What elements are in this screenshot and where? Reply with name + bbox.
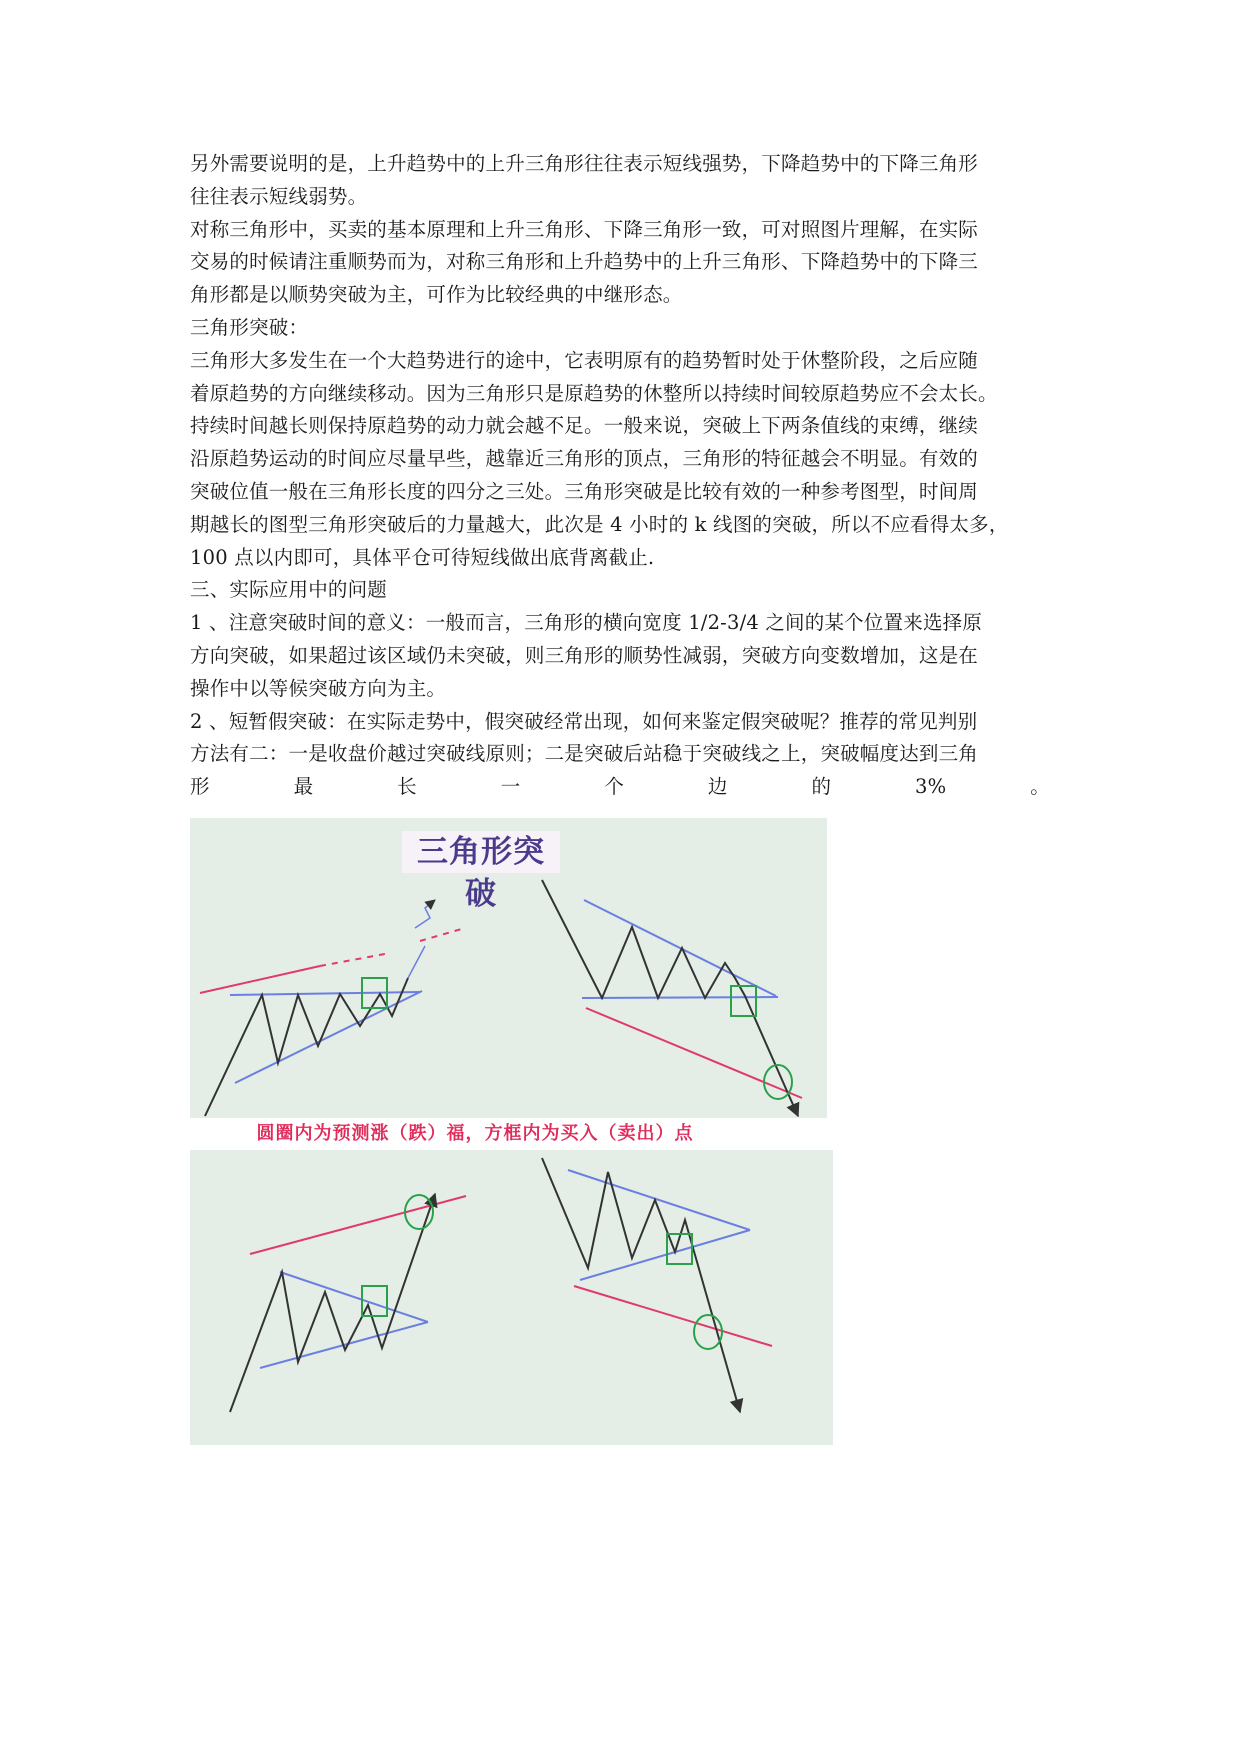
word: 边 [707,775,728,799]
paragraph-line: 操作中以等候突破方向为主。 [190,676,447,700]
support-line [235,991,422,1083]
triangle-diagram-bottom [190,1150,833,1445]
word: 的 [811,775,832,799]
price-line [542,1158,740,1412]
section-heading: 三角形突破： [190,315,309,339]
paragraph-line: 角形都是以顺势突破为主，可作为比较经典的中继形态。 [190,283,683,307]
word: 。 [1030,775,1050,799]
figure-caption-strip [190,1118,833,1150]
support-line [582,997,778,998]
paragraph-line: 着原趋势的方向继续移动。因为三角形只是原趋势的休整所以持续时间较原趋势应不会太长。 [190,381,998,405]
figure-caption: 圆圈内为预测涨（跌）福，方框内为买入（卖出）点 [256,1123,694,1144]
justified-last-line [190,771,1060,804]
paragraph-line: 对称三角形中，买卖的基本原理和上升三角形、下降三角形一致，可对照图片理解，在实际 [190,217,979,241]
word: 形 [190,775,210,799]
word: 3% [915,775,947,799]
paragraph-line: 1 、注意突破时间的意义：一般而言，三角形的横向宽度 1/2-3/4 之间的某个位置来选择原 [190,611,983,635]
triangle-breakout-figure-bottom [190,1150,833,1445]
paragraph-line: 突破位值一般在三角形长度的四分之三处。三角形突破是比较有效的一种参考图型，时间周 [190,479,979,503]
red-trendline [250,1196,466,1254]
paragraph-line: 方向突破，如果超过该区域仍未突破，则三角形的顺势性减弱，突破方向变数增加，这是在 [190,643,979,667]
resistance-line [230,992,420,995]
paragraph-line: 交易的时候请注重顺势而为，对称三角形和上升趋势中的上升三角形、下降趋势中的下降三 [190,250,979,274]
word: 一 [500,775,521,799]
breakout-scribble [408,900,435,978]
word: 个 [604,775,625,799]
section-heading: 三、实际应用中的问题 [190,578,388,602]
paragraph-line: 持续时间越长则保持原趋势的动力就会越不足。一般来说，突破上下两条值线的束缚，继续 [190,414,979,438]
upper-trendline [568,1170,750,1230]
paragraph-line: 100 点以内即可，具体平仓可待短线做出底背离截止. [190,545,655,569]
word: 最 [293,775,314,799]
paragraph-line: 往往表示短线弱势。 [190,184,368,208]
paragraph-line: 沿原趋势运动的时间应尽量早些，越靠近三角形的顶点，三角形的特征越会不明显。有效的 [190,447,979,471]
lower-trendline [580,1230,750,1280]
paragraph-line: 2 、短暂假突破：在实际走势中，假突破经常出现，如何来鉴定假突破呢？推荐的常见判别 [190,709,978,733]
paragraph-line: 方法有二：一是收盘价越过突破线原则；二是突破后站稳于突破线之上，突破幅度达到三角 [190,742,979,766]
paragraph-line: 三角形大多发生在一个大趋势进行的途中，它表明原有的趋势暂时处于休整阶段，之后应随 [190,348,979,372]
dotted-projection [320,928,465,966]
figure-title: 三角形突破 [402,831,560,873]
price-line [230,1194,435,1412]
upper-trendline [584,900,776,996]
paragraph-line: 期越长的图型三角形突破后的力量越大，此次是 4 小时的 k 线图的突破，所以不应看得太多， [190,512,1009,536]
red-trendline [574,1286,772,1346]
word: 长 [397,775,417,799]
triangle-breakout-figure-top [190,818,827,1118]
red-trendline [200,966,320,993]
article-body [190,148,1060,804]
paragraph-line: 另外需要说明的是，上升趋势中的上升三角形往往表示短线强势，下降趋势中的下降三角形 [190,152,979,175]
